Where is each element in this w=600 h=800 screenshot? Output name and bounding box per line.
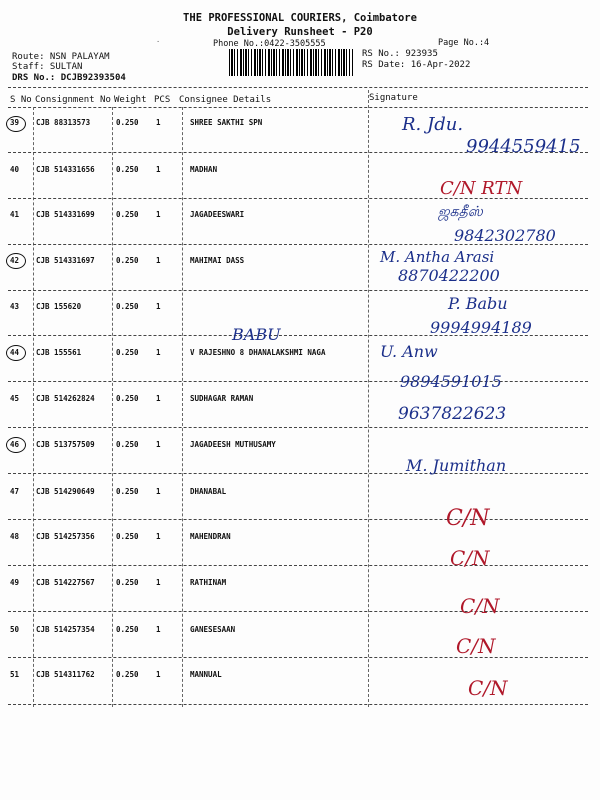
row-consignment: CJB 514331699	[36, 210, 95, 219]
row-weight: 0.250	[116, 256, 139, 265]
row-circle-mark	[6, 345, 26, 361]
row-weight: 0.250	[116, 532, 139, 541]
row-consignment: CJB 514311762	[36, 670, 95, 679]
row-consignment: CJB 514331656	[36, 165, 95, 174]
row-sno: 44	[10, 348, 20, 357]
row-sno: 46	[10, 440, 20, 449]
row-consignee: JAGADEESH MUTHUSAMY	[190, 440, 276, 449]
handwritten-rtn-note: C/N RTN	[440, 178, 523, 199]
row-divider	[8, 427, 588, 428]
col-signature: Signature	[369, 93, 418, 103]
row-pcs: 1	[156, 625, 161, 634]
handwritten-cn-mark: C/N	[446, 506, 490, 531]
row-consignee: MAHENDRAN	[190, 532, 231, 541]
column-header-divider	[8, 107, 588, 108]
row-sno: 50	[10, 625, 20, 634]
handwritten-signature: P. Babu	[448, 294, 508, 313]
row-weight: 0.250	[116, 302, 139, 311]
handwritten-signature: R. Jdu.	[402, 114, 464, 135]
row-consignment: CJB 88313573	[36, 118, 91, 127]
row-pcs: 1	[156, 440, 161, 449]
row-consignee: GANESESAAN	[190, 625, 236, 634]
row-consignee: SHREE SAKTHI SPN	[190, 118, 263, 127]
col-consignee: Consignee Details	[179, 95, 272, 105]
row-pcs: 1	[156, 302, 161, 311]
row-divider	[8, 704, 588, 705]
row-consignment: CJB 514227567	[36, 578, 95, 587]
row-pcs: 1	[156, 578, 161, 587]
row-consignment: CJB 514262824	[36, 394, 95, 403]
row-consignee: MAHIMAI DASS	[190, 256, 245, 265]
row-divider	[8, 565, 588, 566]
row-consignee: MANNUAL	[190, 670, 222, 679]
row-circle-mark	[6, 116, 26, 132]
row-sno: 42	[10, 256, 20, 265]
row-weight: 0.250	[116, 348, 139, 357]
barcode	[229, 49, 353, 76]
row-sno: 45	[10, 394, 20, 403]
row-weight: 0.250	[116, 394, 139, 403]
row-consignee: RATHINAM	[190, 578, 227, 587]
page-number: Page No.:4	[438, 38, 490, 48]
row-pcs: 1	[156, 256, 161, 265]
row-consignment: CJB 513757509	[36, 440, 95, 449]
handwritten-tamil-name: ஜகதீஸ்	[438, 204, 483, 220]
row-pcs: 1	[156, 394, 161, 403]
drs-number: DRS No.: DCJB92393504	[12, 73, 126, 83]
row-pcs: 1	[156, 165, 161, 174]
row-weight: 0.250	[116, 578, 139, 587]
row-sno: 48	[10, 532, 20, 541]
row-consignment: CJB 514290649	[36, 487, 95, 496]
row-pcs: 1	[156, 532, 161, 541]
row-sno: 39	[10, 118, 20, 127]
handwritten-cn-mark: C/N	[456, 634, 496, 658]
row-pcs: 1	[156, 348, 161, 357]
row-consignment: CJB 514257356	[36, 532, 95, 541]
col-weight: Weight	[114, 95, 147, 105]
handwritten-cn-mark: C/N	[460, 594, 500, 618]
row-consignee: V RAJESHNO 8 DHANALAKSHMI NAGA	[190, 348, 326, 357]
handwritten-signature: U. Anw	[380, 342, 438, 361]
row-weight: 0.250	[116, 440, 139, 449]
col-sno: S No	[10, 95, 32, 105]
row-divider	[8, 611, 588, 612]
handwritten-cn-mark: C/N	[468, 676, 508, 700]
row-pcs: 1	[156, 487, 161, 496]
row-pcs: 1	[156, 210, 161, 219]
handwritten-phone: 9842302780	[454, 226, 556, 245]
row-divider	[8, 657, 588, 658]
col-consignment: Consignment No	[35, 95, 111, 105]
phone-number: Phone No.:0422-3505555	[213, 39, 326, 49]
row-sno: 47	[10, 487, 20, 496]
handwritten-signature: M. Jumithan	[406, 456, 507, 475]
row-consignment: CJB 514257354	[36, 625, 95, 634]
row-consignee: MADHAN	[190, 165, 218, 174]
col-separator	[368, 90, 369, 707]
scan-mark: .	[156, 36, 161, 44]
row-consignment: CJB 155561	[36, 348, 82, 357]
document-title: Delivery Runsheet - P20	[227, 26, 373, 38]
row-weight: 0.250	[116, 210, 139, 219]
row-pcs: 1	[156, 670, 161, 679]
handwritten-phone: 9894591015	[400, 372, 502, 391]
col-pcs: PCS	[154, 95, 171, 105]
row-weight: 0.250	[116, 165, 139, 174]
row-consignee: DHANABAL	[190, 487, 227, 496]
handwritten-phone: 9944559415	[466, 136, 581, 157]
row-consignee: SUDHAGAR RAMAN	[190, 394, 254, 403]
row-consignee: JAGADEESWARI	[190, 210, 245, 219]
row-divider	[8, 290, 588, 291]
row-divider	[8, 519, 588, 520]
col-separator	[33, 107, 34, 707]
row-pcs: 1	[156, 118, 161, 127]
row-circle-mark	[6, 437, 26, 453]
route-label: Route: NSN PALAYAM	[12, 52, 110, 62]
col-separator	[112, 107, 113, 707]
row-consignment: CJB 514331697	[36, 256, 95, 265]
row-sno: 41	[10, 210, 20, 219]
handwritten-phone: 9637822623	[398, 404, 507, 424]
handwritten-cn-mark: C/N	[450, 546, 490, 570]
row-weight: 0.250	[116, 670, 139, 679]
row-sno: 43	[10, 302, 20, 311]
row-circle-mark	[6, 253, 26, 269]
col-separator	[182, 107, 183, 707]
handwritten-phone: 9994994189	[430, 318, 532, 337]
rs-number: RS No.: 923935	[362, 49, 438, 59]
row-sno: 51	[10, 670, 20, 679]
handwritten-phone: 8870422200	[398, 266, 500, 285]
rs-date: RS Date: 16-Apr-2022	[362, 60, 471, 70]
row-weight: 0.250	[116, 487, 139, 496]
handwritten-signature: M. Antha Arasi	[380, 248, 495, 266]
row-weight: 0.250	[116, 118, 139, 127]
row-sno: 40	[10, 165, 20, 174]
row-consignment: CJB 155620	[36, 302, 82, 311]
row-weight: 0.250	[116, 625, 139, 634]
staff-label: Staff: SULTAN	[12, 62, 83, 72]
company-name: THE PROFESSIONAL COURIERS, Coimbatore	[183, 12, 417, 24]
row-sno: 49	[10, 578, 20, 587]
handwritten-name: BABU	[232, 325, 281, 344]
header-divider	[8, 87, 588, 88]
